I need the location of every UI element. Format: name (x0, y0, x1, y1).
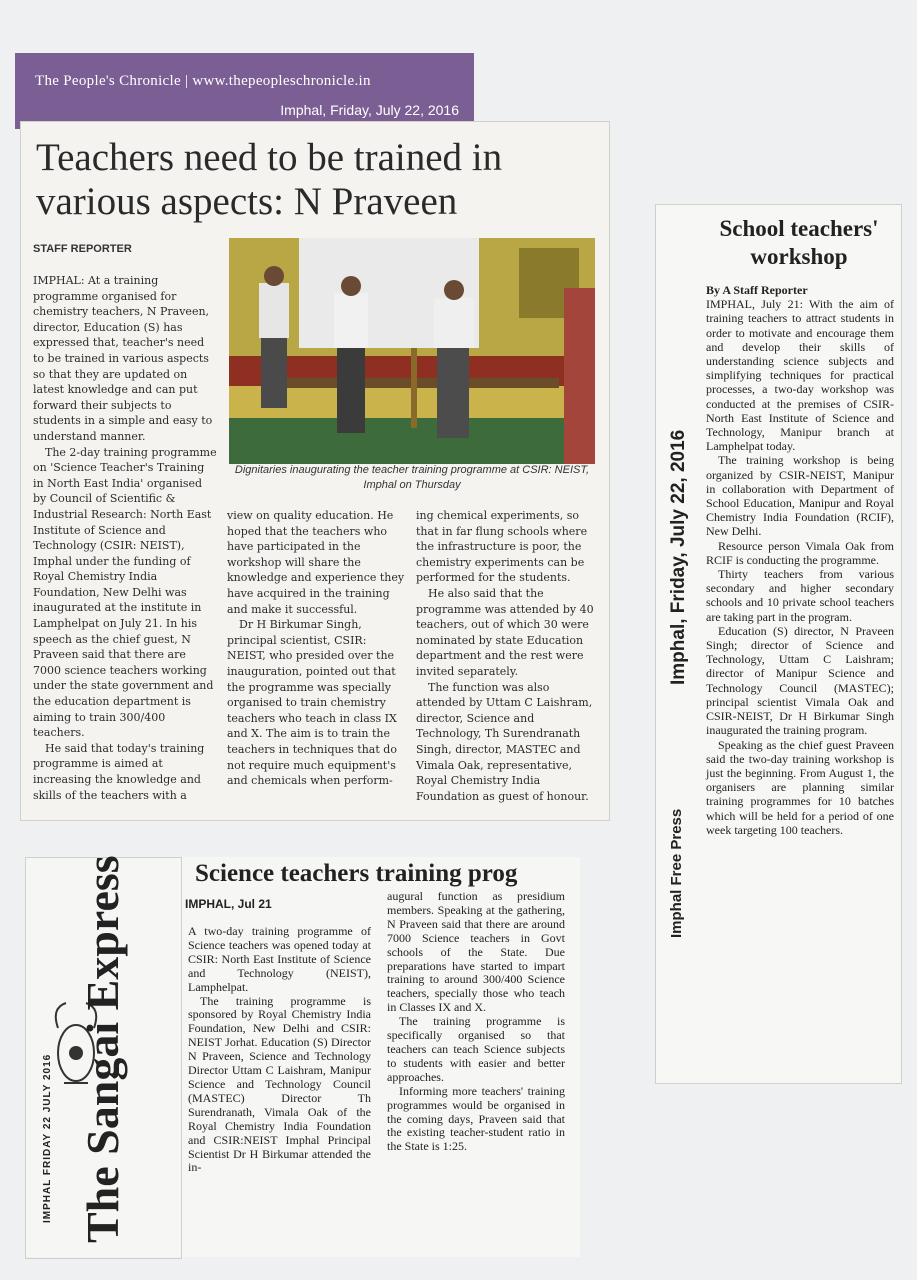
paragraph: IMPHAL, July 21: With the aim of training teachers to attract students in order to motivate and encourage them and develop their skills of understanding science subjects and simplifying techniques for practical processes, a two-day workshop was conducted at the premises of CSIR-North East Institute of Science and Technology, Manipur branch at Lamphelpat today. (706, 297, 894, 454)
paragraph: augural function as presidium members. Speaking at the gathering, N Praveen said that there are around 7000 Science teachers in Govt schools of the State. Due preparations have started to impart training to around 300/400 Science teachers, specially those who teach in Classes IX and X. (387, 889, 565, 1015)
peoples-chronicle-clipping (20, 121, 610, 821)
paragraph: The training workshop is being organized by CSIR-NEIST, Manipur in collaboration with Department of School Education, Manipur and Royal Chemistry India Foundation (RCIF), New Delhi. (706, 453, 894, 539)
paragraph: IMPHAL: At a training programme organised for chemistry teachers, N Praveen, director, Education (S) has expressed that, teacher's need to be trained in various aspects so that they are updated on latest knowledge and can put forward their subjects to students in a simple and easy to understand manner. (33, 274, 213, 443)
byline: STAFF REPORTER (33, 243, 132, 255)
article-column-3 (416, 508, 598, 804)
news-photo (229, 238, 595, 464)
vertical-date: Imphal, Friday, July 22, 2016 (668, 429, 689, 685)
article-column-1 (33, 273, 217, 803)
article-column-2 (387, 890, 565, 1154)
paragraph: Resource person Vimala Oak from RCIF is conducting the programme. (706, 538, 894, 567)
banner-masthead: The People's Chronicle | www.thepeopleschronicle.in (35, 73, 371, 89)
paragraph: He also said that the programme was attended by 40 teachers, out of which 30 were nominated by state Education department and the rest were invited separately. (416, 586, 594, 678)
imphal-free-press-clipping (655, 204, 902, 1084)
sangai-express-clipping (25, 857, 580, 1257)
paragraph: Education (S) director, N Praveen Singh; director of Science and Technology, Uttam C Laishram; director of Manipur Science and Technology Council (MASTEC); principal scientist Vimala Oak and CSIR-NEIST, Dr H Birkumar Singh inaugurated the training program. (706, 623, 894, 738)
headline: Teachers need to be trained in various aspects: N Praveen (36, 136, 503, 223)
dateline: IMPHAL, Jul 21 (185, 897, 272, 911)
sangai-masthead-panel (25, 857, 182, 1259)
banner-date: Imphal, Friday, July 22, 2016 (280, 102, 459, 118)
article-column-1 (188, 925, 371, 1175)
paragraph: He said that today's training programme is aimed at increasing the knowledge and skills of the teachers with a (33, 741, 205, 802)
masthead-date: IMPHAL FRIDAY 22 JULY 2016 (42, 1053, 53, 1223)
paragraph: view on quality education. He hoped that the teachers who have participated in the workshop will share the knowledge and experience they have acquired in the training and make it successful. (227, 509, 405, 616)
paragraph: The 2-day training programme on 'Science Teacher's Training in North East India' organised by Council of Scientific & Industrial Research: North East Institute of Science and Technology (CSIR: NEIST), Imphal under the funding of Royal Chemistry India Foundation, New Delhi was inaugurated at the institute in Lamphelpat on July 21. In his speech as the chief guest, N Praveen said that there are 7000 science teachers working under the state government and the education department is aiming to train 300/400 teachers. (33, 445, 217, 740)
peoples-chronicle-banner (15, 53, 474, 129)
masthead-title: The Sangai Express (77, 855, 128, 1243)
paragraph: Speaking as the chief guest Praveen said the two-day training workshop is just the beginning. From August 1, the organisers are planning similar training programmes for 10 batches which will be held for a period of one week targeting 100 teachers. (706, 737, 894, 837)
byline: By A Staff Reporter (706, 283, 808, 297)
paragraph: Informing more teachers' training programmes would be organised in the coming days, Praveen said that the existing teacher-student ratio in the State is 1:25. (387, 1083, 565, 1154)
inauguration-photo-icon (229, 238, 595, 464)
photo-caption: Dignitaries inaugurating the teacher training programme at CSIR: NEIST, Imphal on Thursday (234, 464, 590, 491)
paragraph: The training programme is sponsored by Royal Chemistry India Foundation, New Delhi and CSIR: NEIST Jorhat. Education (S) Director N Praveen, Science and Technology Director Uttam C Laishram, Manipur Science and Technology Council (MASTEC) Director Th Surendranath, Vimala Oak of the Royal Chemistry India Foundation and CSIR:NEIST Imphal Principal Scientist Dr H Birkumar attended the in- (188, 993, 371, 1175)
headline: School teachers' workshop (719, 216, 879, 269)
vertical-masthead (656, 395, 696, 1145)
paragraph: ing chemical experiments, so that in far flung schools where the infrastructure is poor, the chemistry experiments can be performed for the students. (416, 509, 588, 585)
article-body (706, 283, 894, 837)
paragraph: The function was also attended by Uttam C Laishram, director, Science and Technology, Th Surendranath Singh, director, MASTEC and Vimala Oak, representative, Royal Chemistry India Foundation as guest of honour. (416, 680, 593, 803)
headline: Science teachers training prog (195, 860, 518, 887)
article-column-2 (227, 508, 407, 789)
paragraph: A two-day training programme of Science teachers was opened today at CSIR: North East Institute of Science and Technology (NEIST), Lamphelpat. (188, 924, 371, 994)
paragraph: Dr H Birkumar Singh, principal scientist, CSIR: NEIST, who presided over the inauguration, pointed out that the programme was specially organised to train chemistry teachers who teach in class IX and X. The aim is to train the teachers in techniques that do not require much equipment's and chemicals when perform- (227, 618, 397, 788)
vertical-paper-name: Imphal Free Press (668, 808, 685, 938)
paragraph: Thirty teachers from various secondary and higher secondary schools and 10 private school teachers are taking part in the program. (706, 567, 894, 624)
paragraph: The training programme is specifically organised so that teachers can teach Science subjects to students with easier and better approaches. (387, 1014, 565, 1084)
